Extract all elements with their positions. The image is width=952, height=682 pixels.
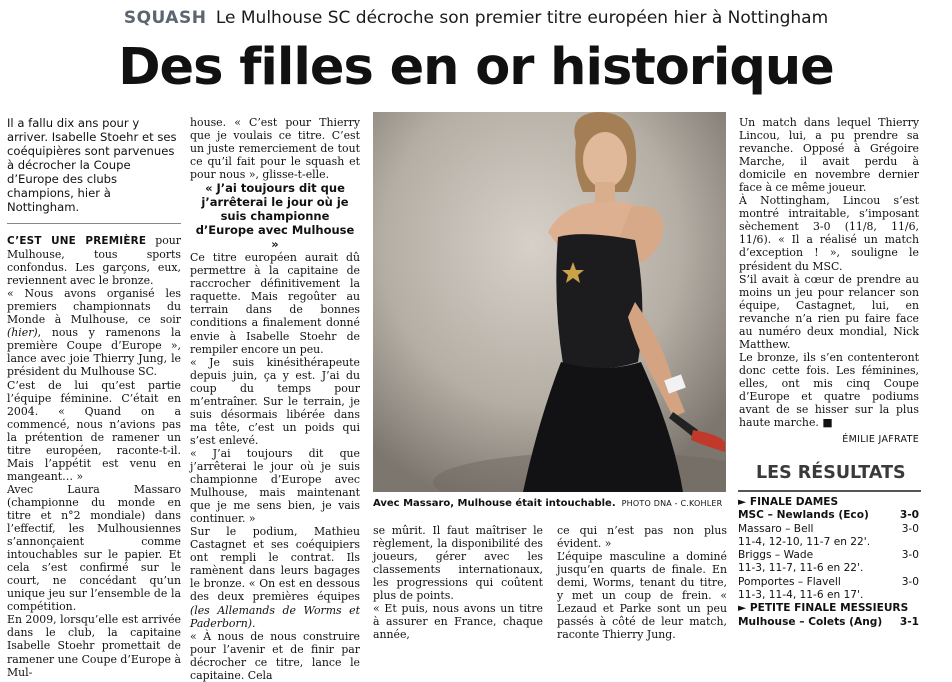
col1-text-2a: « Nous avons organisé les premiers championnats du Monde à Mulhouse, ce soir bbox=[7, 287, 181, 327]
col5-paragraph-2: À Nottingham, Lincou s’est montré intraitable, s’imposant sèchement 3-0 (11/8, 11/6, 11/6). « Il a réalisé un match d’exception ! », souligne le président du MSC. bbox=[739, 194, 919, 273]
kicker-text: Le Mulhouse SC décroche son premier titre européen hier à Nottingham bbox=[215, 8, 829, 28]
match-score: 3-0 bbox=[901, 549, 919, 562]
col2-paragraph-3: « Je suis kinésithérapeute depuis juin, ça y est. J’ai du coup du temps pour m’entraîner. Sur le terrain, je suis désormais libérée dans ma tête, c’est un poids qui s’est enlevé. bbox=[190, 355, 360, 447]
results-box bbox=[738, 496, 919, 629]
col1-text-2b: , nous y ramenons la première Coupe d’Europe », lance avec joie Thierry Jung, le président du Mulhouse SC. bbox=[7, 326, 181, 379]
col1-paragraph-5: En 2009, lorsqu’elle est arrivée dans le club, la capitaine Isabelle Stoehr promettait de ramener une Coupe d’Europe à Mul- bbox=[7, 613, 181, 679]
article-standfirst: Il a fallu dix ans pour y arriver. Isabelle Stoehr et ses coéquipières sont parvenues à décrocher la Coupe d’Europe des clubs champions, hier à Nottingham. bbox=[7, 116, 177, 214]
match-sets: 11-3, 11-4, 11-6 en 17'. bbox=[738, 589, 864, 602]
col1-paragraph-4: Avec Laura Massaro (championne du monde en titre et n°2 mondiale) dans l’effectif, les Mulhousiennes s’annonçaient comme intouchables sur le papier. Et cela s’est confirmé sur le court, ne concédant qu’un unique jeu sur l’ensemble de la compétition. bbox=[7, 482, 181, 614]
section-rubric: SQUASH bbox=[123, 8, 207, 28]
lead-in-caps: C’EST UNE PREMIÈRE bbox=[7, 235, 147, 247]
col2-paragraph-4: « J’ai toujours dit que j’arrêterai le jour où je suis championne d’Europe avec Mulhouse, mais maintenant que je me sens bien, je vais continuer. » bbox=[190, 446, 360, 526]
match-players: Briggs – Wade bbox=[738, 549, 814, 562]
col4-paragraph-1: ce qui n’est pas non plus évident. » bbox=[557, 524, 727, 551]
column-2 bbox=[190, 116, 360, 682]
col4-paragraph-2: L’équipe masculine a dominé jusqu’en quarts de finale. En demi, Worms, tenant du titre, y met un coup de frein. « Lezaud et Parke sont un peu passés à côté de leur match, raconte Thierry Jung. bbox=[557, 550, 727, 642]
column-4 bbox=[557, 524, 727, 641]
match-sets: 11-4, 12-10, 11-7 en 22'. bbox=[738, 535, 871, 548]
col1-italic-2: (hier) bbox=[7, 326, 38, 340]
col2-text-5a: Sur le podium, Mathieu Castagnet et ses coéquipiers ont rempli le contrat. Ils ramènent dans leurs bagages le bronze. « On est en dessous des deux premières équipes bbox=[190, 525, 360, 604]
column-3 bbox=[373, 524, 543, 641]
match-players: Massaro – Bell bbox=[738, 522, 814, 535]
author-signature: ÉMILIE JAFRATE bbox=[842, 434, 919, 446]
article-photo bbox=[373, 112, 726, 492]
match-sets: 11-3, 11-7, 11-6 en 22'. bbox=[738, 562, 864, 575]
pull-quote: « J’ai toujours dit que j’arrêterai le jour où je suis championne d’Europe avec Mulhouse » bbox=[195, 181, 355, 252]
results-team-row bbox=[738, 616, 919, 629]
col5-paragraph-3: S’il avait à cœur de prendre au moins un jeu pour relancer son équipe, Castagnet, lui, en revanche n’a rien pu faire face au numéro deux mondial, Nick Matthew. bbox=[739, 272, 919, 351]
col2-paragraph-1: house. « C’est pour Thierry que je voulais ce titre. C’est un juste remerciement de tout ce qu’il fait pour le squash et pour nous », glisse-t-elle. bbox=[190, 116, 360, 182]
results-title: LES RÉSULTATS bbox=[756, 463, 906, 483]
col5-text-4: Le bronze, ils s’en contenteront donc cette fois. Les féminines, elles, ont mis cinq Coupe d’Europe et quatre podiums avant de se hisser sur la plus haute marche. bbox=[739, 350, 919, 430]
col2-paragraph-5 bbox=[190, 525, 360, 629]
column-1 bbox=[7, 116, 181, 679]
match-score: 3-0 bbox=[901, 522, 919, 535]
col1-paragraph-3: C’est de lui qu’est partie l’équipe féminine. C’était en 2004. « Quand on a commencé, nous n’avions pas la prétention de ramener un titre européen, raconte-t-il. Mais l’appétit est venu en mangeant… » bbox=[7, 378, 181, 483]
col1-paragraph-1 bbox=[7, 234, 181, 287]
caption-text: Avec Massaro, Mulhouse était intouchable. bbox=[373, 498, 616, 509]
results-divider bbox=[738, 490, 921, 492]
col1-text-1: pour Mulhouse, tous sports confondus. Les garçons, eux, reviennent avec le bronze. bbox=[7, 234, 181, 288]
col2-paragraph-2: Ce titre européen aurait dû permettre à la capitaine de raccrocher définitivement la raquette. Mais regoûter au terrain dans de bonnes conditions a finalement donné envie à Isabelle Stoehr de rempiler encore un peu. bbox=[190, 251, 360, 356]
col3-paragraph-1: se mûrit. Il faut maîtriser le règlement, la disponibilité des joueurs, gérer avec les classements internationaux, les progressions qui coûtent plus de points. bbox=[373, 524, 543, 603]
col5-paragraph-1: Un match dans lequel Thierry Lincou, lui, a pu prendre sa revanche. Opposé à Grégoire Marche, il avait perdu à domicile en novembre dernier face à ce même joueur. bbox=[739, 116, 919, 195]
col3-paragraph-2: « Et puis, nous avons un titre à assurer en France, chaque année, bbox=[373, 602, 543, 642]
results-category-final: ► FINALE DAMES bbox=[738, 496, 839, 508]
team-score: 3-0 bbox=[899, 509, 919, 522]
match-row bbox=[738, 576, 919, 589]
col2-paragraph-6: « À nous de nous construire pour l’avenir et de finir par décrocher ce titre, lance le capitaine. Cela bbox=[190, 629, 360, 682]
results-team-row bbox=[738, 509, 919, 522]
results-category-small-final: ► PETITE FINALE MESSIEURS bbox=[738, 602, 909, 615]
team-match: MSC – Newlands (Eco) bbox=[738, 509, 869, 522]
col1-paragraph-2 bbox=[7, 287, 181, 378]
column-5 bbox=[739, 116, 919, 446]
match-row bbox=[738, 523, 919, 536]
team-match: Mulhouse – Colets (Ang) bbox=[738, 615, 883, 628]
match-score: 3-0 bbox=[901, 575, 919, 588]
photo-caption bbox=[373, 498, 726, 509]
match-players: Pomportes – Flavell bbox=[738, 575, 841, 588]
match-row bbox=[738, 549, 919, 562]
col2-italic-5: (les Allemands de Worms et Paderborn). bbox=[190, 603, 360, 630]
squash-player-illustration bbox=[373, 112, 726, 492]
article-kicker bbox=[0, 8, 952, 28]
photo-credit: PHOTO DNA - C.KOHLER bbox=[621, 499, 723, 508]
article-headline: Des filles en or historique bbox=[118, 38, 834, 97]
end-of-article-mark: ■ bbox=[822, 416, 833, 430]
col5-paragraph-4 bbox=[739, 351, 919, 429]
standfirst-divider bbox=[7, 223, 181, 224]
team-score: 3-1 bbox=[899, 615, 919, 628]
